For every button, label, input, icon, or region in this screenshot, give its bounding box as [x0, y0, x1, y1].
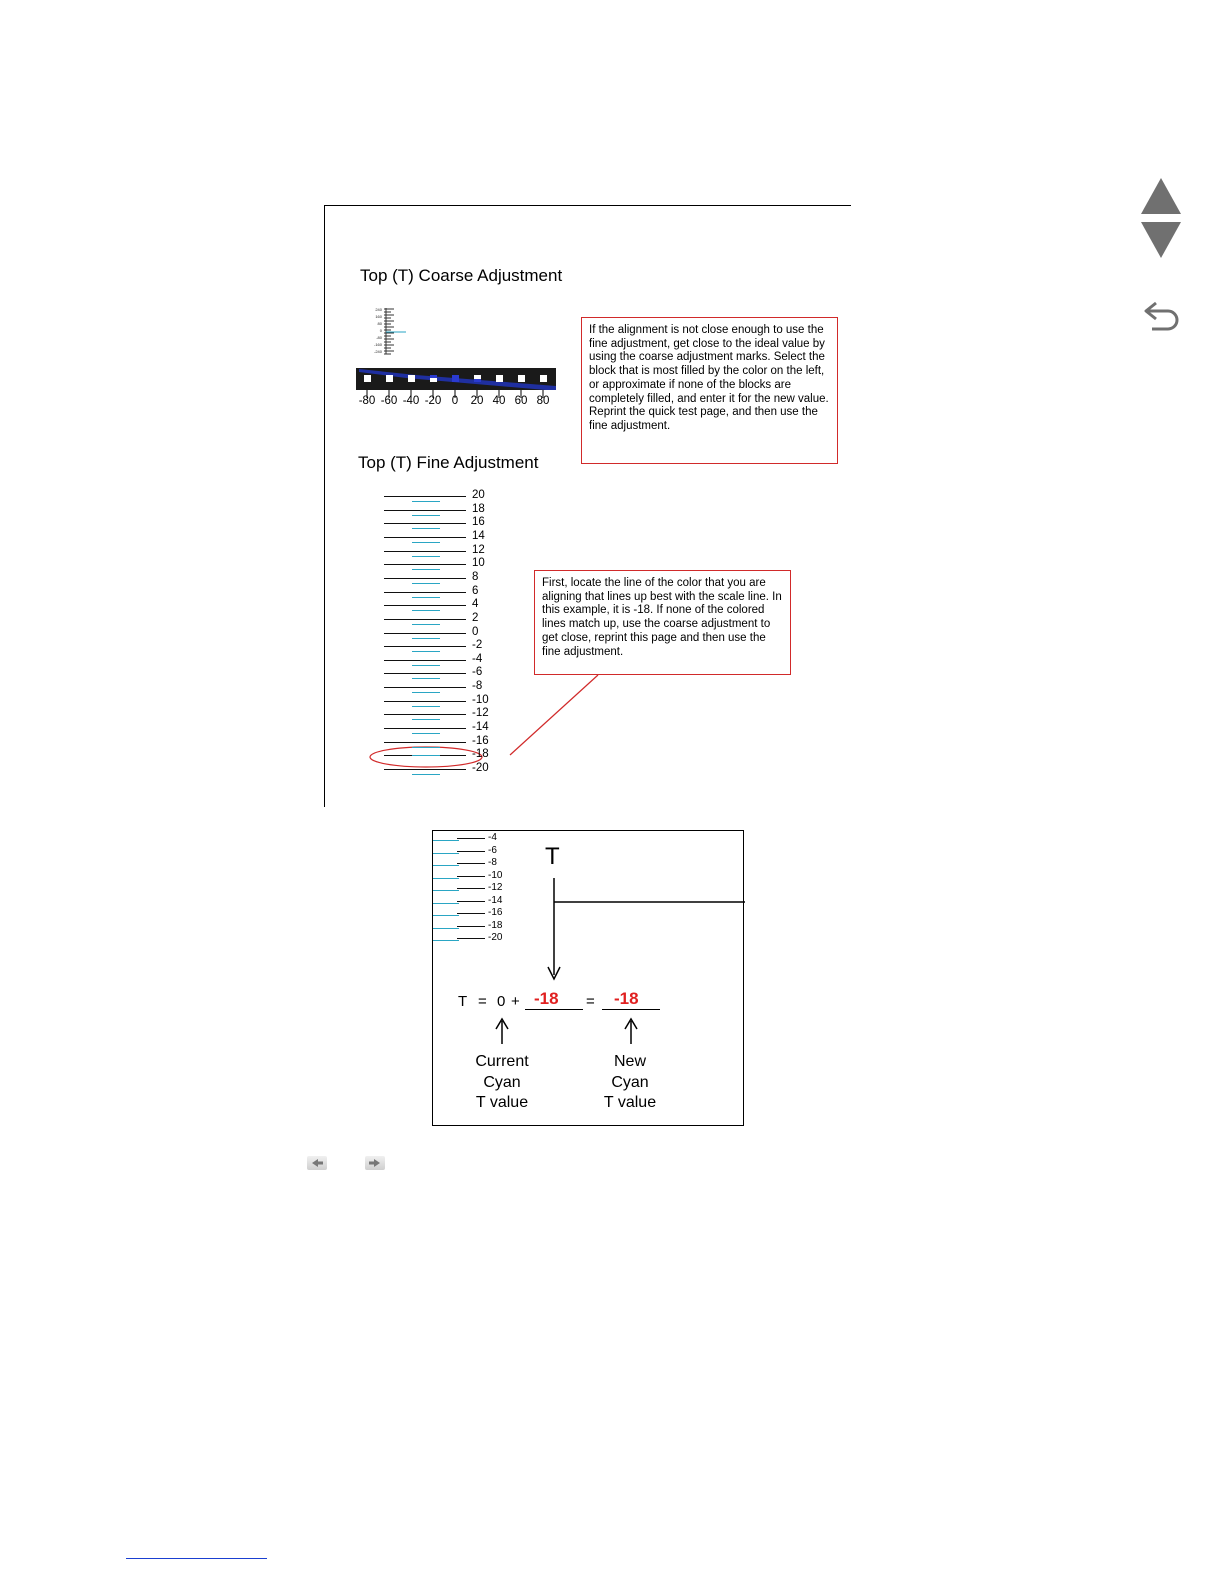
calc-color-line: [433, 890, 459, 891]
new-value-underline: [602, 1009, 660, 1010]
fine-title: Top (T) Fine Adjustment: [358, 453, 539, 472]
fine-scale-label: -6: [472, 666, 483, 679]
fine-scale-label: -2: [472, 639, 483, 652]
t-letter: T: [545, 843, 560, 870]
fine-scale-line: [384, 551, 466, 552]
fine-scale-line: [384, 605, 466, 606]
fine-color-line: [412, 624, 440, 625]
equation-lhs: T: [458, 993, 468, 1010]
fine-scale-label: 16: [472, 516, 485, 529]
fine-color-line: [412, 638, 440, 639]
fine-scale-line: [384, 701, 466, 702]
fine-color-line: [412, 597, 440, 598]
next-page-arrow[interactable]: [365, 1156, 385, 1170]
calc-color-line: [433, 853, 459, 854]
coarse-callout: If the alignment is not close enough to use the fine adjustment, get close to the ideal value by using the coarse adjustment marks. Select the block that is most filled by the color on the left, or approximate if none of the blocks are completely filled, and enter it for the new value. Reprint the quick test page, and then use the fine adjustment.: [581, 317, 838, 464]
fine-scale-label: 18: [472, 502, 485, 515]
new-caption-line-3: T value: [603, 1094, 657, 1111]
coarse-scale-label: -40: [402, 395, 420, 407]
mini-tick-label: 160: [375, 314, 382, 319]
calc-scale-line: [457, 851, 485, 852]
calc-color-line: [433, 915, 459, 916]
equation-plus: +: [511, 993, 520, 1010]
calc-scale-label: -18: [488, 919, 503, 931]
fine-scale-label: 0: [472, 625, 479, 638]
calc-color-line: [433, 940, 459, 941]
previous-page-button[interactable]: [1140, 177, 1182, 215]
fine-scale-line: [384, 578, 466, 579]
fine-scale-line: [384, 564, 466, 565]
new-value: -18: [614, 989, 639, 1008]
calc-scale-label: -6: [488, 844, 497, 856]
mini-tick-label: -240: [373, 349, 382, 354]
fine-scale-label: 6: [472, 584, 479, 597]
fine-color-line: [412, 610, 440, 611]
fine-color-line: [412, 528, 440, 529]
new-caption-line-1: New: [613, 1053, 646, 1070]
fine-scale-line: [384, 769, 466, 770]
fine-scale-label: 2: [472, 611, 479, 624]
fine-scale-line: [384, 714, 466, 715]
current-caption-line-1: Current: [475, 1053, 529, 1070]
coarse-scale-label: -60: [380, 395, 398, 407]
fine-scale-line: [384, 673, 466, 674]
prev-page-arrow[interactable]: [307, 1156, 327, 1170]
adjust-underline: [525, 1009, 583, 1010]
fine-color-line: [412, 569, 440, 570]
coarse-scale-label: -80: [358, 395, 376, 407]
mini-tick-label: 0: [379, 328, 382, 333]
equation-equals-2: =: [586, 993, 595, 1010]
fine-color-line: [412, 706, 440, 707]
t-diagram-lines: [433, 831, 745, 991]
fine-color-line: [412, 747, 440, 748]
fine-scale-label: -12: [472, 707, 489, 720]
equation-equals: =: [478, 993, 487, 1010]
fine-scale-label: 8: [472, 570, 479, 583]
fine-scale-line: [384, 646, 466, 647]
coarse-mini-scale: [364, 306, 414, 358]
calc-scale-line: [457, 888, 485, 889]
equation-current: 0: [497, 993, 506, 1010]
fine-scale-line: [384, 496, 466, 497]
calc-scale-line: [457, 838, 485, 839]
triangle-up-icon: [1140, 177, 1182, 215]
fine-scale-label: 14: [472, 529, 485, 542]
coarse-scale-label: 0: [451, 395, 459, 407]
highlight-ellipse: [370, 747, 482, 767]
figure-border-top: [324, 205, 851, 206]
alignment-figure: [324, 205, 851, 807]
fine-scale-label: -10: [472, 693, 489, 706]
fine-color-line: [412, 692, 440, 693]
coarse-scale-label: 60: [514, 395, 528, 407]
fine-color-line: [412, 678, 440, 679]
triangle-down-icon: [1140, 221, 1182, 259]
fine-scale-label: 12: [472, 543, 485, 556]
calc-scale-line: [457, 876, 485, 877]
fine-callout: First, locate the line of the color that you are aligning that lines up best with the scale line. In this example, it is -18. If none of the colored lines match up, use the coarse adjustment to get close, reprint this page and then use the fine adjustment.: [534, 570, 791, 675]
current-caption: [452, 1052, 552, 1114]
fine-scale-label: -14: [472, 721, 489, 734]
footer-link[interactable]: [126, 1558, 267, 1559]
mini-tick-label: -160: [373, 342, 382, 347]
fine-scale-label: -4: [472, 652, 483, 665]
fine-scale-label: 10: [472, 557, 485, 570]
calc-scale-label: -10: [488, 869, 503, 881]
back-button[interactable]: [1142, 300, 1184, 334]
calc-color-line: [433, 840, 459, 841]
fine-scale-line: [384, 742, 466, 743]
fine-scale-label: -18: [472, 748, 489, 761]
fine-color-line: [412, 733, 440, 734]
fine-color-line: [412, 774, 440, 775]
calc-color-line: [433, 865, 459, 866]
fine-scale-line: [384, 660, 466, 661]
next-page-button[interactable]: [1140, 221, 1182, 259]
new-caption-line-2: Cyan: [611, 1073, 649, 1091]
fine-scale-label: -20: [472, 762, 489, 774]
current-caption-line-2: Cyan: [483, 1073, 521, 1091]
fine-scale-line: [384, 592, 466, 593]
calc-scale-label: -12: [488, 882, 503, 893]
coarse-block-bar: [356, 368, 556, 390]
mini-tick-label: 80: [377, 321, 382, 326]
highlight-overlay: [324, 205, 851, 807]
coarse-scale-label: 80: [536, 395, 550, 407]
fine-scale-label: -16: [472, 734, 489, 747]
calc-color-line: [433, 928, 459, 929]
calc-scale-label: -20: [488, 932, 503, 943]
calc-scale-line: [457, 926, 485, 927]
fine-scale-line: [384, 728, 466, 729]
fine-scale-line: [384, 523, 466, 524]
coarse-title: Top (T) Coarse Adjustment: [360, 266, 563, 285]
fine-scale-line: [384, 537, 466, 538]
fine-scale-label: -8: [472, 680, 483, 693]
fine-color-line: [412, 755, 440, 756]
arrow-right-icon: [365, 1156, 385, 1170]
mini-scale-lines: [364, 306, 414, 358]
fine-scale-label: 4: [472, 598, 479, 611]
fine-color-line: [412, 515, 440, 516]
calc-color-line: [433, 903, 459, 904]
fine-color-line: [412, 651, 440, 652]
adjust-value: -18: [534, 989, 559, 1008]
calc-scale-line: [457, 938, 485, 939]
arrow-left-icon: [307, 1156, 327, 1170]
calc-scale-label: -4: [488, 832, 497, 843]
figure-border-left: [324, 205, 325, 807]
calc-scale-line: [457, 901, 485, 902]
calc-scale-label: -16: [488, 907, 503, 918]
return-arrow-icon: [1142, 300, 1184, 334]
fine-color-line: [412, 583, 440, 584]
fine-scale-line: [384, 633, 466, 634]
calc-scale-label: -14: [488, 894, 503, 906]
fine-color-line: [412, 556, 440, 557]
new-caption: [580, 1052, 680, 1114]
fine-scale-line: [384, 510, 466, 511]
calc-color-line: [433, 878, 459, 879]
fine-color-line: [412, 719, 440, 720]
coarse-scale-label: 40: [492, 395, 506, 407]
fine-color-line: [412, 542, 440, 543]
current-caption-line-3: T value: [475, 1094, 529, 1111]
fine-scale-label: 20: [472, 489, 485, 501]
caption-arrows: [433, 1017, 745, 1057]
mini-tick-label: -80: [376, 335, 382, 340]
fine-color-line: [412, 665, 440, 666]
calc-scale-label: -8: [488, 857, 497, 868]
coarse-scale-label: 20: [470, 395, 484, 407]
calc-scale-line: [457, 913, 485, 914]
coarse-scale-label: -20: [424, 395, 442, 407]
fine-scale-line: [384, 619, 466, 620]
mini-tick-label: 240: [375, 307, 382, 312]
fine-color-line: [412, 501, 440, 502]
callout-connector: [510, 675, 598, 755]
calc-scale-line: [457, 863, 485, 864]
fine-scale-line: [384, 687, 466, 688]
calculation-figure: [432, 830, 744, 1126]
coarse-bar-graphic: [356, 368, 556, 390]
